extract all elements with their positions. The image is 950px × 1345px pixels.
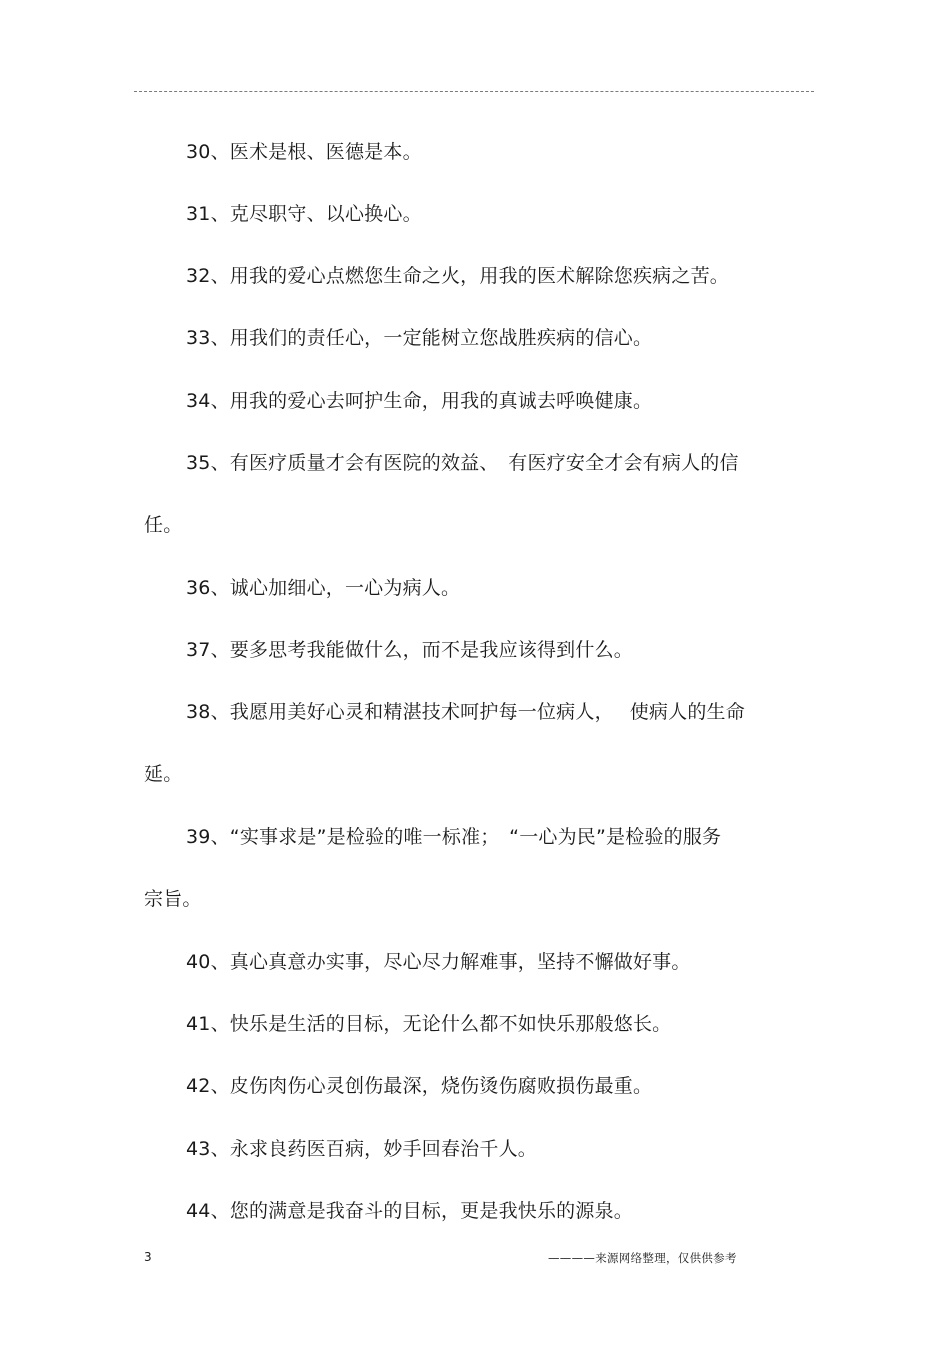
footer-note: ————来源网络整理，仅供供参考 — [548, 1251, 737, 1265]
header-divider — [134, 91, 814, 92]
quote-34: 34、用我的爱心去呵护生命，用我的真诚去呼唤健康。 — [186, 390, 653, 412]
quote-40: 40、真心真意办实事，尽心尽力解难事，坚持不懈做好事。 — [186, 951, 691, 973]
quote-31: 31、克尽职守、以心换心。 — [186, 203, 422, 225]
quote-43: 43、永求良药医百病，妙手回春治千人。 — [186, 1138, 537, 1160]
quote-30: 30、医术是根、医德是本。 — [186, 141, 422, 163]
quote-35-continuation: 任。 — [144, 514, 183, 536]
page-number: 3 — [144, 1250, 152, 1264]
quote-33: 33、用我们的责任心，一定能树立您战胜疾病的信心。 — [186, 327, 653, 349]
quote-38-continuation: 延。 — [144, 763, 183, 785]
quote-39: 39、“实事求是”是检验的唯一标准； “一心为民”是检验的服务 — [186, 826, 722, 848]
quote-37: 37、要多思考我能做什么，而不是我应该得到什么。 — [186, 639, 633, 661]
quote-32: 32、用我的爱心点燃您生命之火，用我的医术解除您疾病之苦。 — [186, 265, 729, 287]
quote-39-continuation: 宗旨。 — [144, 888, 202, 910]
quote-38: 38、我愿用美好心灵和精湛技术呵护每一位病人， 使病人的生命 — [186, 701, 745, 723]
quote-42: 42、皮伤肉伤心灵创伤最深，烧伤烫伤腐败损伤最重。 — [186, 1075, 653, 1097]
quote-36: 36、诚心加细心，一心为病人。 — [186, 577, 461, 599]
quote-44: 44、您的满意是我奋斗的目标，更是我快乐的源泉。 — [186, 1200, 633, 1222]
quote-35: 35、有医疗质量才会有医院的效益、 有医疗安全才会有病人的信 — [186, 452, 739, 474]
quote-41: 41、快乐是生活的目标，无论什么都不如快乐那般悠长。 — [186, 1013, 672, 1035]
